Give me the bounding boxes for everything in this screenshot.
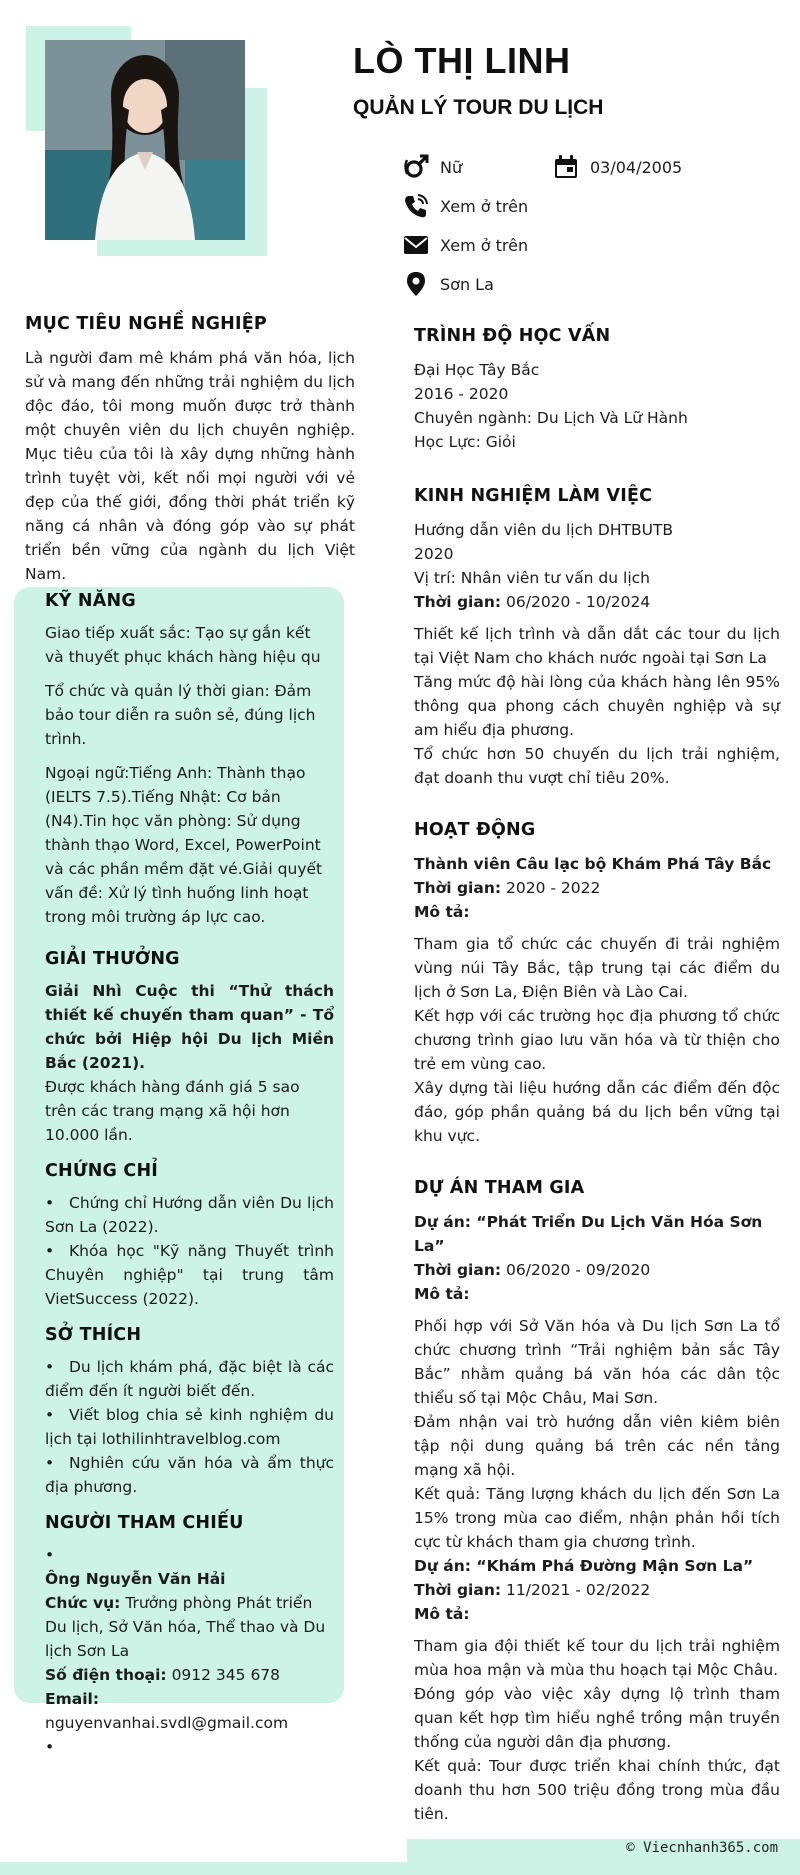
footer-bar (0, 1862, 800, 1875)
hobby-item: • Du lịch khám phá, đặc biệt là các điểm đến ít người biết đến. (45, 1355, 334, 1403)
projects-title: DỰ ÁN THAM GIA (414, 1178, 585, 1198)
activity-time-label: Thời gian: (414, 879, 502, 897)
activity-detail: Kết hợp với các trường học địa phương tổ chức chương trình giao lưu văn hóa và từ thiện cho trẻ em vùng cao. (414, 1007, 780, 1073)
certificate-item: • Khóa học "Kỹ năng Thuyết trình Chuyên nghiệp" tại trung tâm VietSuccess (2022). (45, 1239, 334, 1311)
phone-value: Xem ở trên (440, 196, 529, 216)
project-time-label: Thời gian: (414, 1581, 502, 1599)
project-detail: Phối hợp với Sở Văn hóa và Du lịch Sơn La tổ chức chương trình “Trải nghiệm bản sắc Tây Bắc” nhằm quảng bá văn hóa các dân tộc thiểu số tại Mộc Châu, Mai Sơn. (414, 1317, 780, 1407)
objective-section (25, 314, 355, 586)
project-desc-label: Mô tả: (414, 1605, 470, 1623)
project-time (414, 1578, 780, 1602)
references-title: NGƯỜI THAM CHIẾU (45, 1513, 244, 1533)
education-grade: Học Lực: Giỏi (414, 433, 516, 451)
profile-photo (45, 40, 245, 240)
activity-time (414, 876, 780, 900)
experience-position: Vị trí: Nhân viên tư vấn du lịch (414, 569, 650, 587)
skills-section (45, 587, 334, 929)
hobby-item: • Nghiên cứu văn hóa và ẩm thực địa phương. (45, 1451, 334, 1499)
skill-item: Ngoại ngữ:Tiếng Anh: Thành thạo (IELTS 7.5).Tiếng Nhật: Cơ bản (N4).Tin học văn phòng: Sử dụng thành thạo Word, Excel, PowerPoint và các phần mềm đặt vé.Giải quyết vấn đề: Xử lý tình huống linh hoạt trong môi trường áp lực cao. (45, 764, 323, 926)
reference-phone (45, 1663, 334, 1687)
certificates-section (45, 1161, 334, 1311)
experience-time-value: 06/2020 - 10/2024 (506, 593, 651, 611)
job-title: QUẢN LÝ TOUR DU LỊCH (353, 96, 604, 119)
project-time-label: Thời gian: (414, 1261, 502, 1279)
skills-title: KỸ NĂNG (45, 591, 136, 611)
activities-section (414, 820, 780, 1148)
hobby-item: • Viết blog chia sẻ kinh nghiệm du lịch tại lothilinhtravelblog.com (45, 1403, 334, 1451)
project-detail: Kết quả: Tour được triển khai chính thức, đạt doanh thu hơn 500 triệu đồng trong mùa đầu tiên. (414, 1757, 780, 1823)
skill-item: Giao tiếp xuất sắc: Tạo sự gắn kết và thuyết phục khách hàng hiệu qu (45, 624, 321, 666)
email-icon (402, 231, 430, 259)
gender-icon (402, 153, 430, 181)
project-detail: Đảm nhận vai trò hướng dẫn viên kiêm biên tập nội dung quảng bá trên các nền tảng mạng xã hội. (414, 1413, 780, 1479)
address-value: Sơn La (440, 274, 494, 294)
education-years: 2016 - 2020 (414, 385, 509, 403)
education-school: Đại Học Tây Bắc (414, 361, 540, 379)
left-panel (14, 587, 344, 1756)
activity-detail: Xây dựng tài liệu hướng dẫn các điểm đến độc đáo, góp phần quảng bá du lịch bền vững tại khu vực. (414, 1079, 780, 1145)
experience-section (414, 486, 780, 790)
address-row (402, 270, 494, 298)
location-icon (402, 270, 430, 298)
experience-detail: Thiết kế lịch trình và dẫn dắt các tour du lịch tại Việt Nam cho khách nước ngoài tại Sơn La (414, 625, 780, 667)
project-detail: Đóng góp vào việc xây dựng lộ trình tham quan kết hợp tìm hiểu nghề trồng mận truyền thống của người dân địa phương. (414, 1685, 780, 1751)
phone-icon (402, 192, 430, 220)
project-time-value: 11/2021 - 02/2022 (506, 1581, 651, 1599)
reference-position-value: Trưởng phòng Phát triển Du lịch, Sở Văn hóa, Thể thao và Du lịch Sơn La (45, 1594, 326, 1660)
awards-section (45, 949, 334, 1147)
project-time-value: 06/2020 - 09/2020 (506, 1261, 651, 1279)
activity-desc-label: Mô tả: (414, 903, 470, 921)
experience-time-label: Thời gian: (414, 593, 502, 611)
gender-value: Nữ (440, 157, 463, 177)
reference-position (45, 1591, 334, 1663)
birthday-row (552, 153, 682, 181)
hobbies-title: SỞ THÍCH (45, 1325, 142, 1345)
activity-time-value: 2020 - 2022 (506, 879, 601, 897)
experience-title: KINH NGHIỆM LÀM VIỆC (414, 486, 653, 506)
footer-watermark: © Viecnhanh365.com (626, 1840, 778, 1856)
gender-row (402, 153, 462, 181)
award-main: Giải Nhì Cuộc thi “Thử thách thiết kế chuyến tham quan” - Tổ chức bởi Hiệp hội Du lịch Miền Bắc (2021). (45, 982, 334, 1072)
reference-name: Ông Nguyễn Văn Hải (45, 1570, 226, 1588)
education-title: TRÌNH ĐỘ HỌC VẤN (414, 326, 611, 346)
reference-bullet: • (45, 1738, 55, 1756)
reference-email (45, 1687, 334, 1735)
reference-bullet: • (45, 1546, 55, 1564)
education-section (414, 326, 780, 454)
award-text: Được khách hàng đánh giá 5 sao trên các trang mạng xã hội hơn 10.000 lần. (45, 1078, 300, 1144)
certificates-title: CHỨNG CHỈ (45, 1161, 159, 1181)
calendar-icon (552, 153, 580, 181)
activities-title: HOẠT ĐỘNG (414, 820, 536, 840)
project-name: Dự án: “Phát Triển Du Lịch Văn Hóa Sơn La” (414, 1213, 763, 1255)
project-time (414, 1258, 780, 1282)
project-name: Dự án: “Khám Phá Đường Mận Sơn La” (414, 1557, 754, 1575)
reference-position-label: Chức vụ: (45, 1594, 121, 1612)
activity-org: Thành viên Câu lạc bộ Khám Phá Tây Bắc (414, 855, 772, 873)
skill-item: Tổ chức và quản lý thời gian: Đảm bảo tour diễn ra suôn sẻ, đúng lịch trình. (45, 682, 316, 748)
certificate-item: • Chứng chỉ Hướng dẫn viên Du lịch Sơn La (2022). (45, 1191, 334, 1239)
email-row (402, 231, 528, 259)
projects-section (414, 1178, 780, 1826)
birthday-value: 03/04/2005 (590, 157, 683, 177)
activity-detail: Tham gia tổ chức các chuyến đi trải nghiệm vùng núi Tây Bắc, tập trung tại các điểm du lịch ở Sơn La, Điện Biên và Lào Cai. (414, 935, 780, 1001)
candidate-name: LÒ THỊ LINH (353, 40, 571, 81)
reference-phone-value: 0912 345 678 (171, 1666, 281, 1684)
reference-phone-label: Số điện thoại: (45, 1666, 167, 1684)
phone-row (402, 192, 528, 220)
experience-time (414, 590, 780, 614)
experience-year: 2020 (414, 545, 454, 563)
reference-email-label: Email: (45, 1690, 100, 1708)
reference-email-value: nguyenvanhai.svdl@gmail.com (45, 1714, 289, 1732)
project-detail: Tham gia đội thiết kế tour du lịch trải nghiệm mùa hoa mận và mùa thu hoạch tại Mộc Châu. (414, 1637, 780, 1679)
project-detail: Kết quả: Tăng lượng khách du lịch đến Sơn La 15% trong mùa cao điểm, nhận phản hồi tích cực từ khách tham gia chương trình. (414, 1485, 780, 1551)
objective-text: Là người đam mê khám phá văn hóa, lịch sử và mang đến những trải nghiệm du lịch độc đáo, tôi mong muốn được trở thành một chuyên viên du lịch chuyên nghiệp. Mục tiêu của tôi là xây dựng những hành trình tuyệt vời, kết nối mọi người với vẻ đẹp của thế giới, đồng thời phát triển kỹ năng cá nhân và đóng góp vào sự phát triển bền vững của ngành du lịch Việt Nam. (25, 349, 355, 583)
hobbies-section (45, 1325, 334, 1499)
awards-title: GIẢI THƯỞNG (45, 949, 180, 969)
experience-company: Hướng dẫn viên du lịch DHTBUTB (414, 521, 674, 539)
experience-detail: Tăng mức độ hài lòng của khách hàng lên 95% thông qua phong cách chuyên nghiệp và sự am hiểu địa phương. (414, 673, 780, 739)
project-desc-label: Mô tả: (414, 1285, 470, 1303)
objective-title: MỤC TIÊU NGHỀ NGHIỆP (25, 314, 267, 334)
experience-detail: Tổ chức hơn 50 chuyến du lịch trải nghiệm, đạt doanh thu vượt chỉ tiêu 20%. (414, 745, 780, 787)
email-value: Xem ở trên (440, 235, 529, 255)
references-section (45, 1513, 334, 1759)
education-major: Chuyên ngành: Du Lịch Và Lữ Hành (414, 409, 688, 427)
